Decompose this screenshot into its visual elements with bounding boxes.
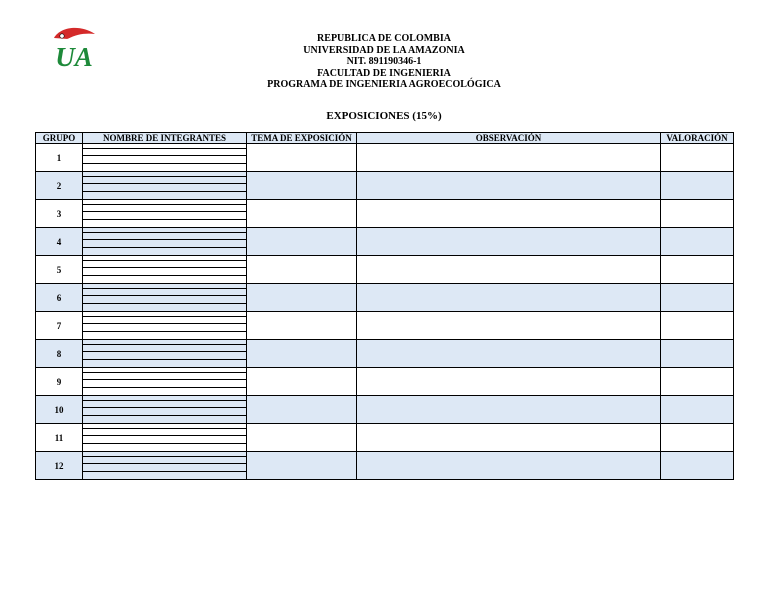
observacion-cell[interactable] <box>357 172 661 200</box>
observacion-cell[interactable] <box>357 312 661 340</box>
table-body <box>36 144 734 480</box>
logo-lettering: UA <box>55 42 93 70</box>
name-line[interactable] <box>83 192 246 199</box>
tema-cell[interactable] <box>247 340 357 368</box>
table-header-row <box>36 133 734 144</box>
name-line[interactable] <box>83 289 246 297</box>
tema-cell[interactable] <box>247 284 357 312</box>
institution-header <box>0 33 768 91</box>
integrantes-cell[interactable] <box>83 172 247 200</box>
group-number: 12 <box>36 452 83 480</box>
valoracion-cell[interactable] <box>661 312 734 340</box>
table-row <box>36 144 734 172</box>
name-line[interactable] <box>83 296 246 304</box>
group-number: 7 <box>36 312 83 340</box>
observacion-cell[interactable] <box>357 424 661 452</box>
observacion-cell[interactable] <box>357 284 661 312</box>
observacion-cell[interactable] <box>357 340 661 368</box>
name-line[interactable] <box>83 360 246 367</box>
integrantes-cell[interactable] <box>83 312 247 340</box>
column-header-observacion: OBSERVACIÓN <box>357 133 661 144</box>
valoracion-cell[interactable] <box>661 396 734 424</box>
group-number: 11 <box>36 424 83 452</box>
tema-cell[interactable] <box>247 256 357 284</box>
tema-cell[interactable] <box>247 228 357 256</box>
integrantes-cell[interactable] <box>83 144 247 172</box>
name-line[interactable] <box>83 149 246 157</box>
document-title: EXPOSICIONES (15%) <box>326 110 442 122</box>
name-line[interactable] <box>83 317 246 325</box>
integrantes-cell[interactable] <box>83 284 247 312</box>
column-header-tema: TEMA DE EXPOSICIÓN <box>247 133 357 144</box>
observacion-cell[interactable] <box>357 200 661 228</box>
name-line[interactable] <box>83 332 246 339</box>
tema-cell[interactable] <box>247 396 357 424</box>
name-line[interactable] <box>83 373 246 381</box>
valoracion-cell[interactable] <box>661 172 734 200</box>
name-line[interactable] <box>83 464 246 472</box>
observacion-cell[interactable] <box>357 144 661 172</box>
valoracion-cell[interactable] <box>661 340 734 368</box>
integrantes-cell[interactable] <box>83 200 247 228</box>
valoracion-cell[interactable] <box>661 284 734 312</box>
integrantes-cell[interactable] <box>83 340 247 368</box>
group-number: 2 <box>36 172 83 200</box>
observacion-cell[interactable] <box>357 228 661 256</box>
name-line[interactable] <box>83 436 246 444</box>
tema-cell[interactable] <box>247 424 357 452</box>
header-university: UNIVERSIDAD DE LA AMAZONIA <box>303 44 465 56</box>
table-row <box>36 452 734 480</box>
tema-cell[interactable] <box>247 172 357 200</box>
valoracion-cell[interactable] <box>661 144 734 172</box>
table-row <box>36 312 734 340</box>
name-line[interactable] <box>83 156 246 164</box>
name-line[interactable] <box>83 444 246 451</box>
table-row <box>36 200 734 228</box>
name-line[interactable] <box>83 248 246 255</box>
observacion-cell[interactable] <box>357 256 661 284</box>
valoracion-cell[interactable] <box>661 368 734 396</box>
name-line[interactable] <box>83 240 246 248</box>
name-line[interactable] <box>83 205 246 213</box>
group-number: 3 <box>36 200 83 228</box>
observacion-cell[interactable] <box>357 452 661 480</box>
header-country: REPUBLICA DE COLOMBIA <box>317 33 451 44</box>
name-line[interactable] <box>83 184 246 192</box>
name-line[interactable] <box>83 416 246 423</box>
header-program: PROGRAMA DE INGENIERIA AGROECOLÓGICA <box>267 79 501 90</box>
name-line[interactable] <box>83 345 246 353</box>
name-line[interactable] <box>83 324 246 332</box>
header-nit: NIT. 891190346-1 <box>346 56 422 67</box>
name-line[interactable] <box>83 457 246 465</box>
name-line[interactable] <box>83 304 246 311</box>
name-line[interactable] <box>83 276 246 283</box>
name-line[interactable] <box>83 408 246 416</box>
name-line[interactable] <box>83 164 246 171</box>
name-line[interactable] <box>83 233 246 241</box>
tema-cell[interactable] <box>247 368 357 396</box>
valoracion-cell[interactable] <box>661 452 734 480</box>
valoracion-cell[interactable] <box>661 228 734 256</box>
group-number: 10 <box>36 396 83 424</box>
table-row <box>36 284 734 312</box>
valoracion-cell[interactable] <box>661 200 734 228</box>
exposiciones-table <box>35 132 734 480</box>
integrantes-cell[interactable] <box>83 424 247 452</box>
tema-cell[interactable] <box>247 200 357 228</box>
table-row <box>36 172 734 200</box>
integrantes-cell[interactable] <box>83 368 247 396</box>
table-row <box>36 424 734 452</box>
name-line[interactable] <box>83 220 246 227</box>
table-row <box>36 396 734 424</box>
name-line[interactable] <box>83 380 246 388</box>
name-line[interactable] <box>83 261 246 269</box>
group-number: 1 <box>36 144 83 172</box>
valoracion-cell[interactable] <box>661 424 734 452</box>
name-line[interactable] <box>83 268 246 276</box>
tema-cell[interactable] <box>247 452 357 480</box>
column-header-nombre: NOMBRE DE INTEGRANTES <box>83 133 247 144</box>
name-line[interactable] <box>83 352 246 360</box>
group-number: 5 <box>36 256 83 284</box>
table-row <box>36 368 734 396</box>
name-line[interactable] <box>83 388 246 395</box>
name-line[interactable] <box>83 212 246 220</box>
name-line[interactable] <box>83 472 246 479</box>
group-number: 9 <box>36 368 83 396</box>
table-row <box>36 340 734 368</box>
name-line[interactable] <box>83 177 246 185</box>
column-header-valoracion: VALORACIÓN <box>661 133 734 144</box>
table-row <box>36 228 734 256</box>
valoracion-cell[interactable] <box>661 256 734 284</box>
tema-cell[interactable] <box>247 144 357 172</box>
name-line[interactable] <box>83 429 246 437</box>
group-number: 8 <box>36 340 83 368</box>
group-number: 6 <box>36 284 83 312</box>
name-line[interactable] <box>83 401 246 409</box>
integrantes-cell[interactable] <box>83 452 247 480</box>
column-header-grupo: GRUPO <box>36 133 83 144</box>
group-number: 4 <box>36 228 83 256</box>
observacion-cell[interactable] <box>357 368 661 396</box>
integrantes-cell[interactable] <box>83 396 247 424</box>
table-row <box>36 256 734 284</box>
tema-cell[interactable] <box>247 312 357 340</box>
integrantes-cell[interactable] <box>83 256 247 284</box>
header-faculty: FACULTAD DE INGENIERIA <box>317 67 451 79</box>
observacion-cell[interactable] <box>357 396 661 424</box>
integrantes-cell[interactable] <box>83 228 247 256</box>
